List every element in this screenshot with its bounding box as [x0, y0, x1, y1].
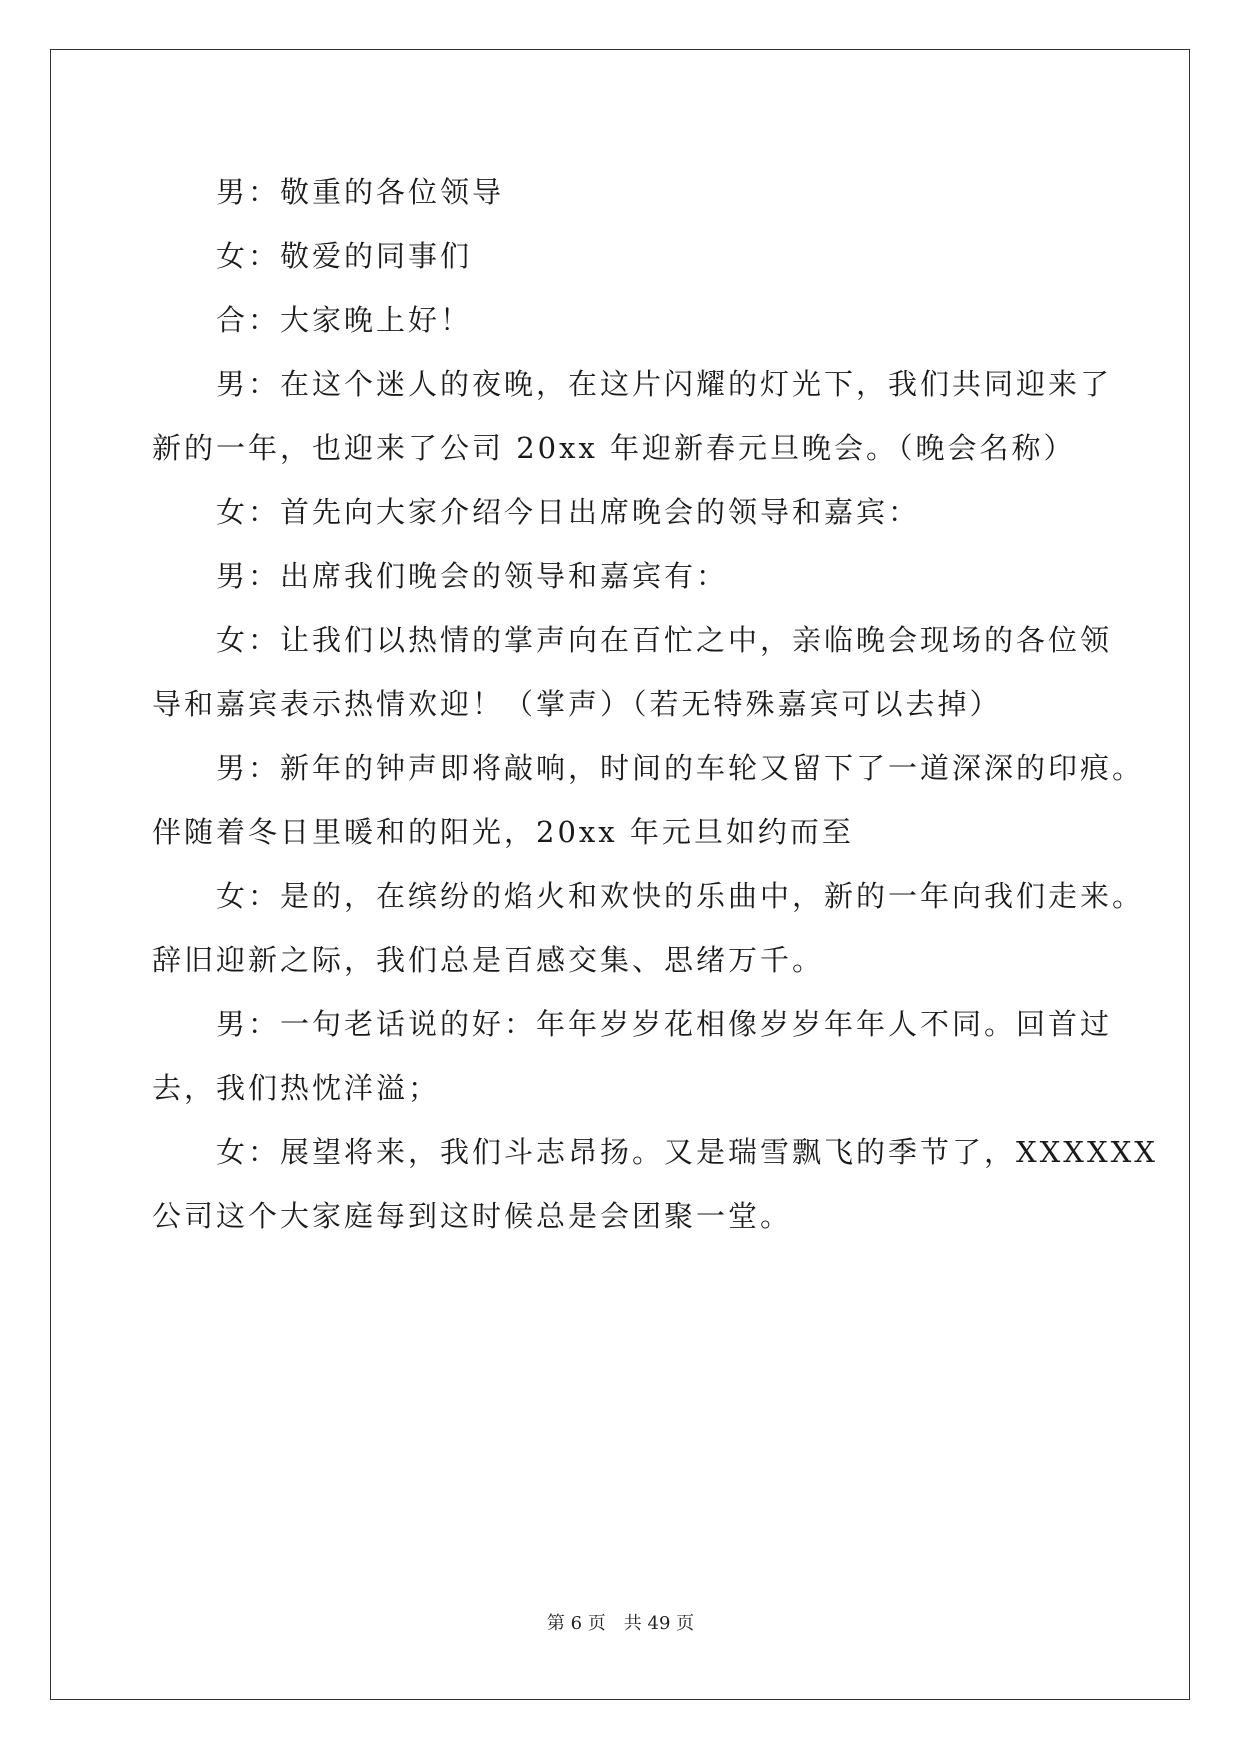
paragraph: 女：是的，在缤纷的焰火和欢快的乐曲中，新的一年向我们走来。 辞旧迎新之际，我们总是百感交集、思绪万千。: [152, 879, 1145, 977]
paragraph: 女：展望将来，我们斗志昂扬。又是瑞雪飘飞的季节了，XXXXXX 公司这个大家庭每到这时候总是会团聚一堂。: [152, 1135, 1158, 1233]
document-body: [152, 160, 1158, 1248]
paragraph: 男：一句老话说的好：年年岁岁花相像岁岁年年人不同。回首过 去，我们热忱洋溢；: [152, 1007, 1113, 1105]
page-number-footer: 第 6 页 共 49 页: [546, 1613, 695, 1634]
paragraph: 男：敬重的各位领导: [216, 175, 505, 209]
paragraph: 男：新年的钟声即将敲响，时间的车轮又留下了一道深深的印痕。 伴随着冬日里暖和的阳光，20xx 年元旦如约而至: [152, 751, 1145, 849]
paragraph: 合：大家晚上好！: [216, 303, 473, 337]
paragraph: 女：首先向大家介绍今日出席晚会的领导和嘉宾：: [216, 495, 921, 529]
paragraph: 女：让我们以热情的掌声向在百忙之中，亲临晚会现场的各位领 导和嘉宾表示热情欢迎！（掌声）（若无特殊嘉宾可以去掉）: [152, 623, 1113, 721]
paragraph: 女：敬爱的同事们: [216, 239, 473, 273]
paragraph: 男：出席我们晚会的领导和嘉宾有：: [216, 559, 729, 593]
paragraph: 男：在这个迷人的夜晚，在这片闪耀的灯光下，我们共同迎来了 新的一年，也迎来了公司 20xx 年迎新春元旦晚会。（晚会名称）: [152, 367, 1113, 465]
